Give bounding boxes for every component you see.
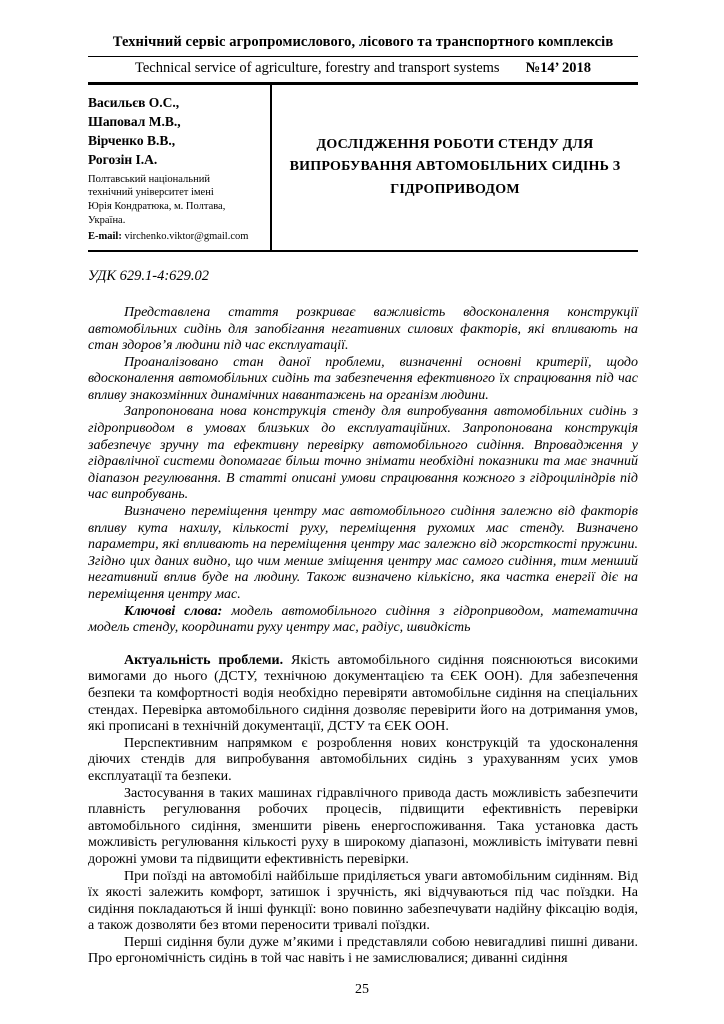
author-name: Рогозін І.А. bbox=[88, 152, 158, 168]
keywords-text: модель автомобільного сидіння з гідроприводом, математична модель стенду, координати руху центру мас, радіус, швидкість bbox=[88, 603, 638, 636]
section-heading-inline: Актуальність проблеми. bbox=[124, 652, 284, 668]
abstract-paragraph: Запропонована нова конструкція стенду для випробування автомобільних сидінь з гідроприводом в умовах близьких до експлуатаційних. Запропонована конструкція забезпечує зручну та ефективну перевірку автомобільного сидіння. Впровадження у гідравлічної системи допомагає більш точно знімати необхідні показники та має значний діапазон регулювання. В статті описані умови спрацювання кожного з гідроциліндрів під час випробувань. bbox=[88, 404, 638, 503]
body-paragraph: Перші сидіння були дуже м’якими і представляли собою невигадливі пишні дивани. Про ергономічність сидінь в той час навіть і не замислювалися; диванні сидіння bbox=[88, 934, 638, 967]
journal-issue: №14’ 2018 bbox=[525, 60, 592, 76]
page-number: 25 bbox=[355, 982, 369, 997]
author-name: Васильєв О.С., bbox=[88, 95, 180, 110]
body-paragraph-text: Якість автомобільного сидіння пояснюються високими вимогами до нього (ДСТУ, технічною документацією та ЄЕК ООН). Для забезпечення безпеки та комфортності водія необхідно перевіряти автомобільне сидіння на спеціальних стендах. Перевірка автомобільного сидіння дозволяє перевірити його на дотримання умов, які прописані в технічній документації, ДСТУ та ЄЕК ООН. bbox=[88, 652, 638, 735]
udc-line: УДК 629.1-4:629.02 bbox=[88, 267, 210, 284]
keywords-label: Ключові слова: bbox=[124, 603, 223, 619]
email-address: virchenko.viktor@gmail.com bbox=[124, 231, 249, 243]
author-name: Шаповал М.В., bbox=[88, 114, 181, 130]
article-title: ДОСЛІДЖЕННЯ РОБОТИ СТЕНДУ ДЛЯ ВИПРОБУВАННЯ АВТОМОБІЛЬНИХ СИДІНЬ З ГІДРОПРИВОДОМ bbox=[289, 136, 621, 197]
email-label: E-mail: bbox=[88, 231, 122, 243]
keywords-line bbox=[88, 604, 638, 637]
journal-title-en: Technical service of agriculture, forestry and transport systems bbox=[134, 60, 500, 76]
article-header-block bbox=[88, 85, 638, 252]
journal-header bbox=[88, 34, 638, 85]
author-name: Вірченко В.В., bbox=[88, 133, 176, 149]
authors-cell bbox=[88, 85, 272, 250]
affiliation: Полтавський національний технічний університет імені Юрія Кондратюка, м. Полтава, Україна. bbox=[88, 173, 226, 227]
email-line bbox=[88, 230, 260, 244]
journal-title-uk: Технічний сервіс агропромислового, лісового та транспортного комплексів bbox=[112, 34, 614, 50]
body-paragraph: Застосування в таких машинах гідравлічного привода дасть можливість забезпечити плавність регулювання робочих процесів, підвищити ефективність перевірки автомобільного сидіння, зменшити рівень енергоспоживання. Така установка дасть можливість регулювання кількості руху в широкому діапазоні, можливість імітувати певні дорожні умови та підвищити ефективність перевірки. bbox=[88, 785, 638, 867]
abstract-section bbox=[88, 305, 638, 637]
body-paragraph: Перспективним напрямком є розроблення нових конструкцій та удосконалення діючих стендів для випробування автомобільних сидінь з урахуванням усих умов експлуатації та безпеки. bbox=[88, 735, 638, 784]
article-body bbox=[88, 653, 638, 968]
abstract-paragraph: Визначено переміщення центру мас автомобільного сидіння залежно від факторів впливу кута нахилу, кількості руху, переміщення рухомих мас стенду. Визначено параметри, які впливають на переміщення центру мас залежно від жорсткості пружини. Згідно цих даних видно, що чим менше зміщення центру мас самого сидіння, тим менший негативний вплив буде на людину. Також визначено кількісно, яка частка енергії діє на переміщення центру мас. bbox=[88, 504, 638, 603]
abstract-paragraph: Представлена стаття розкриває важливість вдосконалення конструкції автомобільних сидінь для запобігання негативних силових факторів, які впливають на стан здоров’я людини під час експлуатації. bbox=[88, 304, 638, 354]
abstract-paragraph: Проаналізовано стан даної проблеми, визначенні основні критерії, щодо вдосконалення автомобільних сидінь та забезпечення ефективного їх спрацювання під час впливу знакозмінних динамічних навантажень на організм людини. bbox=[88, 354, 638, 403]
title-cell bbox=[272, 85, 638, 250]
body-paragraph bbox=[88, 653, 638, 736]
journal-subtitle-row bbox=[88, 57, 638, 82]
body-paragraph: При поїзді на автомобілі найбільше приділяється уваги автомобільним сидінням. Від їх якості залежить комфорт, затишок і зручність, які відчуваються під час поїздки. На сидіння покладаються й інші функції: воно повинно забезпечувати надійну фіксацію водія, а також дозволяти без втоми переносити тривалі поїздки. bbox=[88, 868, 638, 934]
